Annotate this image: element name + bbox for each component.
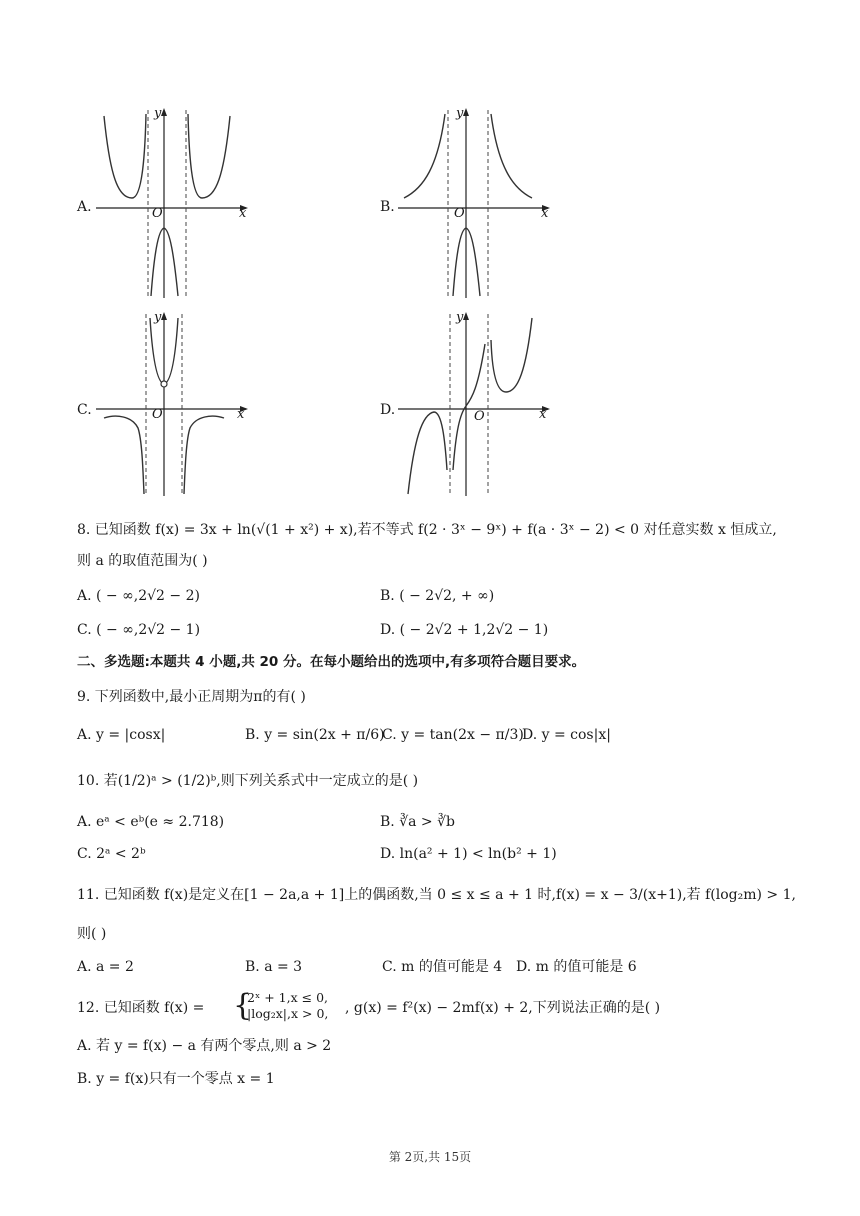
q8-option-a: A. ( − ∞,2√2 − 2) [77, 588, 200, 604]
q12-option-a: A. 若 y = f(x) − a 有两个零点,则 a > 2 [77, 1038, 332, 1054]
origin-label: O [152, 206, 163, 221]
q7-option-a-label: A. [77, 199, 92, 215]
origin-label: O [152, 407, 163, 422]
origin-label: O [474, 409, 485, 424]
q8-option-c: C. ( − ∞,2√2 − 1) [77, 622, 201, 638]
q9-option-a: A. y = |cosx| [77, 727, 166, 743]
q9-stem: 9. 下列函数中,最小正周期为π的有( ) [77, 689, 306, 705]
x-axis-label: x [541, 206, 549, 221]
q12-option-b: B. y = f(x)只有一个零点 x = 1 [77, 1071, 275, 1087]
q12-stem-prefix: 12. 已知函数 f(x) = [77, 1000, 205, 1016]
piecewise-brace: { [233, 988, 253, 1023]
q11-option-d: D. m 的值可能是 6 [516, 959, 637, 975]
graph-option-c [96, 310, 256, 500]
q10-option-b: B. ∛a > ∛b [380, 814, 455, 830]
q10-stem: 10. 若(1/2)ᵃ > (1/2)ᵇ,则下列关系式中一定成立的是( ) [77, 773, 419, 789]
x-axis-label: x [239, 206, 247, 221]
q11-option-b: B. a = 3 [245, 959, 303, 975]
q12-stem [77, 990, 817, 1030]
q7-option-d-label: D. [380, 402, 396, 418]
graph-option-b [398, 106, 558, 302]
origin-label: O [454, 206, 465, 221]
q9-option-c: C. y = tan(2x − π/3) [382, 727, 524, 743]
y-axis-label: y [456, 106, 464, 121]
x-axis-label: x [539, 407, 547, 422]
q9-option-b: B. y = sin(2x + π/6) [245, 727, 385, 743]
q12-case-2: |log₂x|,x > 0, [247, 1006, 329, 1021]
page-footer: 第 2页,共 15页 [388, 1150, 472, 1164]
q7-option-c-label: C. [77, 402, 92, 418]
q8-option-b: B. ( − 2√2, + ∞) [380, 588, 495, 604]
q10-option-c: C. 2ᵃ < 2ᵇ [77, 846, 146, 862]
q8-stem-line1: 8. 已知函数 f(x) = 3x + ln(√(1 + x²) + x),若不等式 f(2 · 3ˣ − 9ˣ) + f(a · 3ˣ − 2) < 0 对任意实数 x 恒成立, [77, 522, 777, 538]
q10-option-a: A. eᵃ < eᵇ(e ≈ 2.718) [77, 814, 225, 830]
q11-stem-line1: 11. 已知函数 f(x)是定义在[1 − 2a,a + 1]上的偶函数,当 0 ≤ x ≤ a + 1 时,f(x) = x − 3/(x+1),若 f(log₂m) > 1, [77, 887, 796, 903]
q9-option-d: D. y = cos|x| [522, 727, 611, 743]
graph-option-a [96, 106, 256, 302]
q7-option-b-label: B. [380, 199, 395, 215]
q11-option-a: A. a = 2 [77, 959, 134, 975]
q11-stem-line2: 则( ) [77, 926, 107, 942]
q8-stem-line2: 则 a 的取值范围为( ) [77, 553, 208, 569]
section-heading-multiple-choice: 二、多选题:本题共 4 小题,共 20 分。在每小题给出的选项中,有多项符合题目要求。 [77, 654, 586, 670]
x-axis-label: x [237, 407, 245, 422]
q8-option-d: D. ( − 2√2 + 1,2√2 − 1) [380, 622, 549, 638]
q11-option-c: C. m 的值可能是 4 [382, 959, 503, 975]
y-axis-label: y [456, 310, 464, 325]
graph-option-d [398, 310, 558, 500]
q12-stem-suffix: , g(x) = f²(x) − 2mf(x) + 2,下列说法正确的是( ) [345, 1000, 661, 1016]
q10-option-d: D. ln(a² + 1) < ln(b² + 1) [380, 846, 557, 862]
y-axis-label: y [154, 310, 162, 325]
q12-case-1: 2ˣ + 1,x ≤ 0, [247, 990, 328, 1005]
y-axis-label: y [154, 106, 162, 121]
